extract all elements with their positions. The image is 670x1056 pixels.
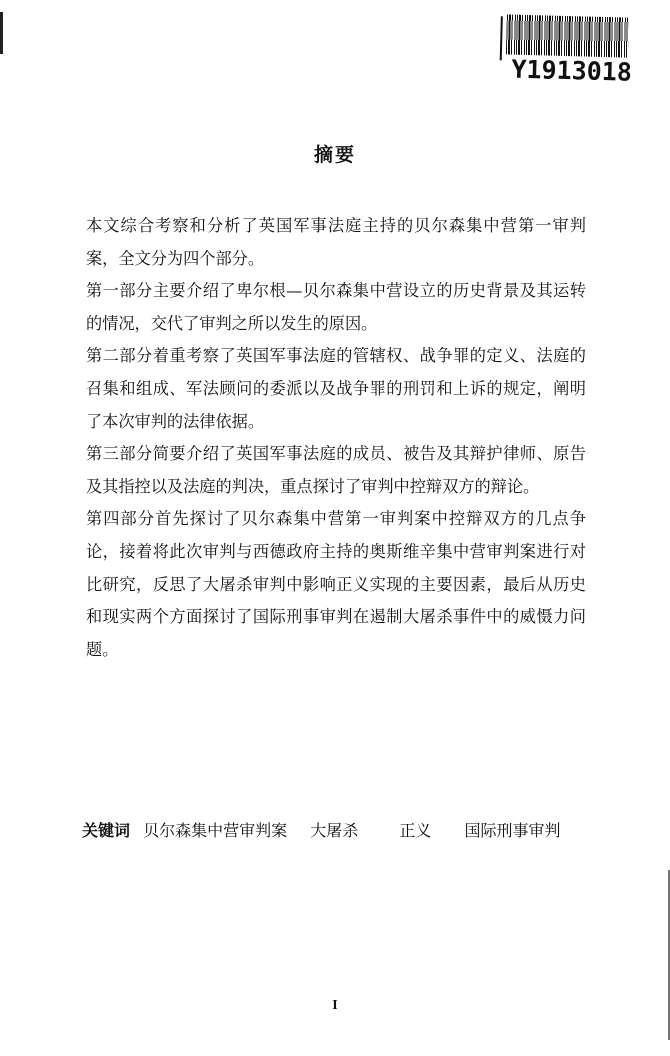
abstract-paragraph: 本文综合考察和分析了英国军事法庭主持的贝尔森集中营第一审判案，全文分为四个部分。	[86, 216, 586, 268]
barcode-bars	[506, 14, 629, 57]
scan-edge-mark	[0, 12, 3, 54]
abstract-paragraph: 第一部分主要介绍了卑尔根—贝尔森集中营设立的历史背景及其运转的情况，交代了审判之所以发生的原因。	[86, 281, 586, 333]
abstract-body	[86, 210, 586, 666]
page-number: I	[332, 998, 338, 1013]
keyword: 国际刑事审判	[464, 821, 561, 840]
abstract-paragraph: 第四部分首先探讨了贝尔森集中营第一审判案中控辩双方的几点争论，接着将此次审判与西德政府主持的奥斯维辛集中营审判案进行对比研究，反思了大屠杀审判中影响正义实现的主要因素，最后从历史和现实两个方面探讨了国际刑事审判在遏制大屠杀事件中的威慑力问题。	[86, 509, 586, 659]
keyword: 贝尔森集中营审判案	[143, 821, 288, 840]
barcode-border	[500, 16, 503, 60]
keyword: 正义	[399, 821, 432, 840]
barcode-stamp	[499, 14, 633, 85]
keywords-line	[82, 818, 602, 841]
barcode-id: Y1913018	[511, 54, 633, 87]
abstract-paragraph: 第三部分简要介绍了英国军事法庭的成员、被告及其辩护律师、原告及其指控以及法庭的判决，重点探讨了审判中控辩双方的辩论。	[86, 444, 586, 496]
keywords-label: 关键词	[82, 821, 131, 840]
keyword: 大屠杀	[310, 821, 359, 840]
abstract-title: 摘要	[313, 144, 356, 166]
abstract-paragraph: 第二部分着重考察了英国军事法庭的管辖权、战争罪的定义、法庭的召集和组成、军法顾问的委派以及战争罪的刑罚和上诉的规定，阐明了本次审判的法律依据。	[86, 346, 586, 431]
